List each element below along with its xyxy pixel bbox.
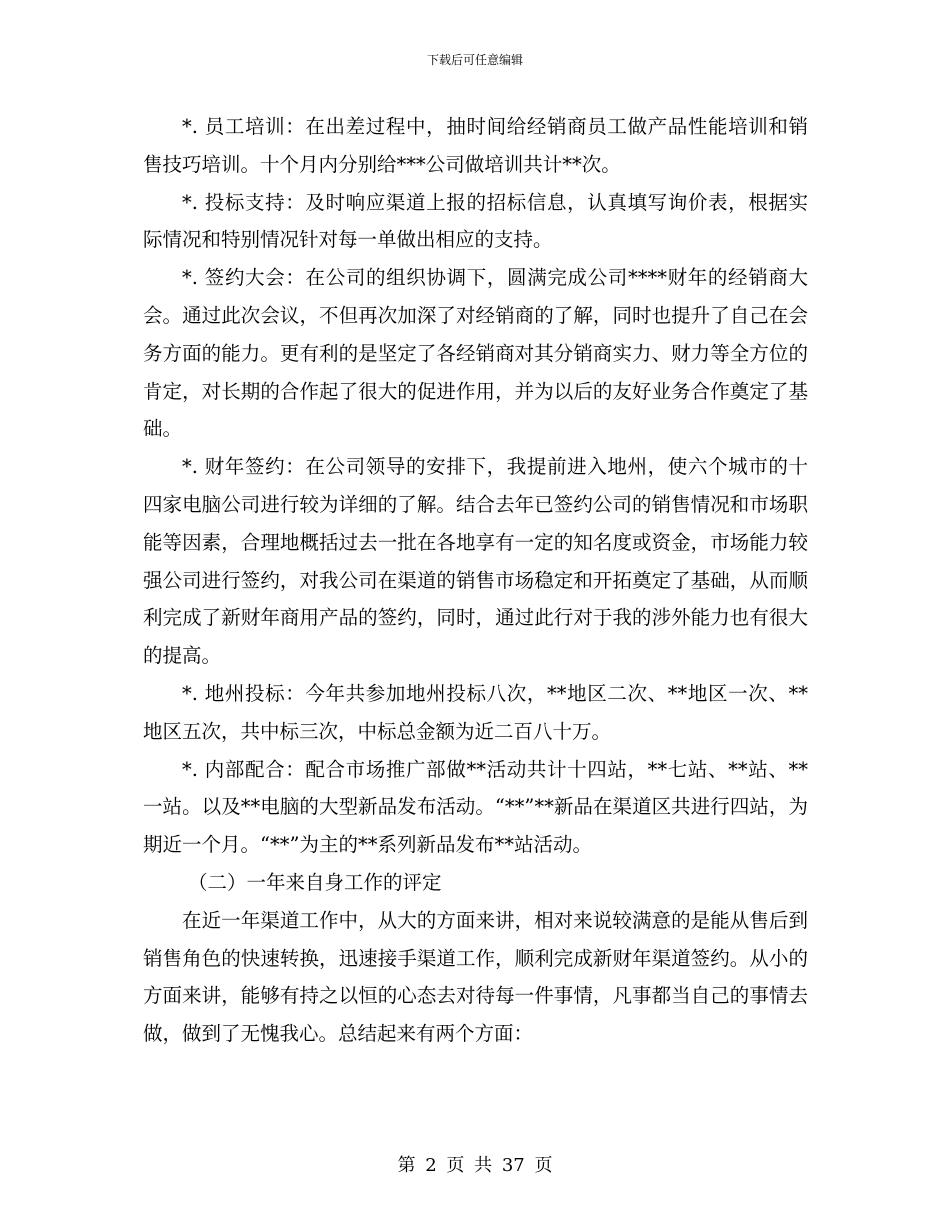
paragraph-fiscal-year-signing: *. 财年签约：在公司领导的安排下，我提前进入地州，使六个城市的十四家电脑公司进行较为详细的了解。结合去年已签约公司的销售情况和市场职能等因素，合理地概括过去一批在各地享有一定的知名度或资金，市场能力较强公司进行签约，对我公司在渠道的销售市场稳定和开拓奠定了基础，从而顺利完成了新财年商用产品的签约，同时，通过此行对于我的涉外能力也有很大的提高。 [143, 455, 808, 668]
paragraph-bid-support: *. 投标支持：及时响应渠道上报的招标信息，认真填写询价表，根据实际情况和特别情况针对每一单做出相应的支持。 [143, 190, 808, 252]
document-body [143, 108, 808, 1053]
paragraph-regional-bidding: *. 地州投标：今年共参加地州投标八次，**地区二次、**地区一次、**地区五次，共中标三次，中标总金额为近二百八十万。 [143, 681, 808, 743]
paragraph-self-evaluation: 在近一年渠道工作中，从大的方面来讲，相对来说较满意的是能从售后到销售角色的快速转换，迅速接手渠道工作，顺利完成新财年渠道签约。从小的方面来讲，能够有持之以恒的心态去对待每一件事情，凡事都当自己的事情去做，做到了无愧我心。总结起来有两个方面： [143, 908, 808, 1046]
page-number-footer: 第 2 页 共 37 页 [397, 1155, 553, 1176]
page-header-note: 下载后可任意编辑 [426, 53, 523, 67]
section-heading-self-evaluation: （二）一年来自身工作的评定 [188, 870, 442, 894]
paragraph-staff-training: *. 员工培训：在出差过程中，抽时间给经销商员工做产品性能培训和销售技巧培训。十个月内分别给***公司做培训共计**次。 [143, 115, 808, 176]
paragraph-signing-conference: *. 签约大会：在公司的组织协调下，圆满完成公司****财年的经销商大会。通过此次会议，不但再次加深了对经销商的了解，同时也提升了自己在会务方面的能力。更有利的是坚定了各经销商对其分销商实力、财力等全方位的肯定，对长期的合作起了很大的促进作用，并为以后的友好业务合作奠定了基础。 [143, 266, 808, 441]
paragraph-internal-cooperation: *. 内部配合：配合市场推广部做**活动共计十四站，**七站、**站、**一站。以及**电脑的大型新品发布活动。“**”**新品在渠道区共进行四站，为期近一个月。“**”为主的**系列新品发布**站活动。 [143, 757, 808, 857]
